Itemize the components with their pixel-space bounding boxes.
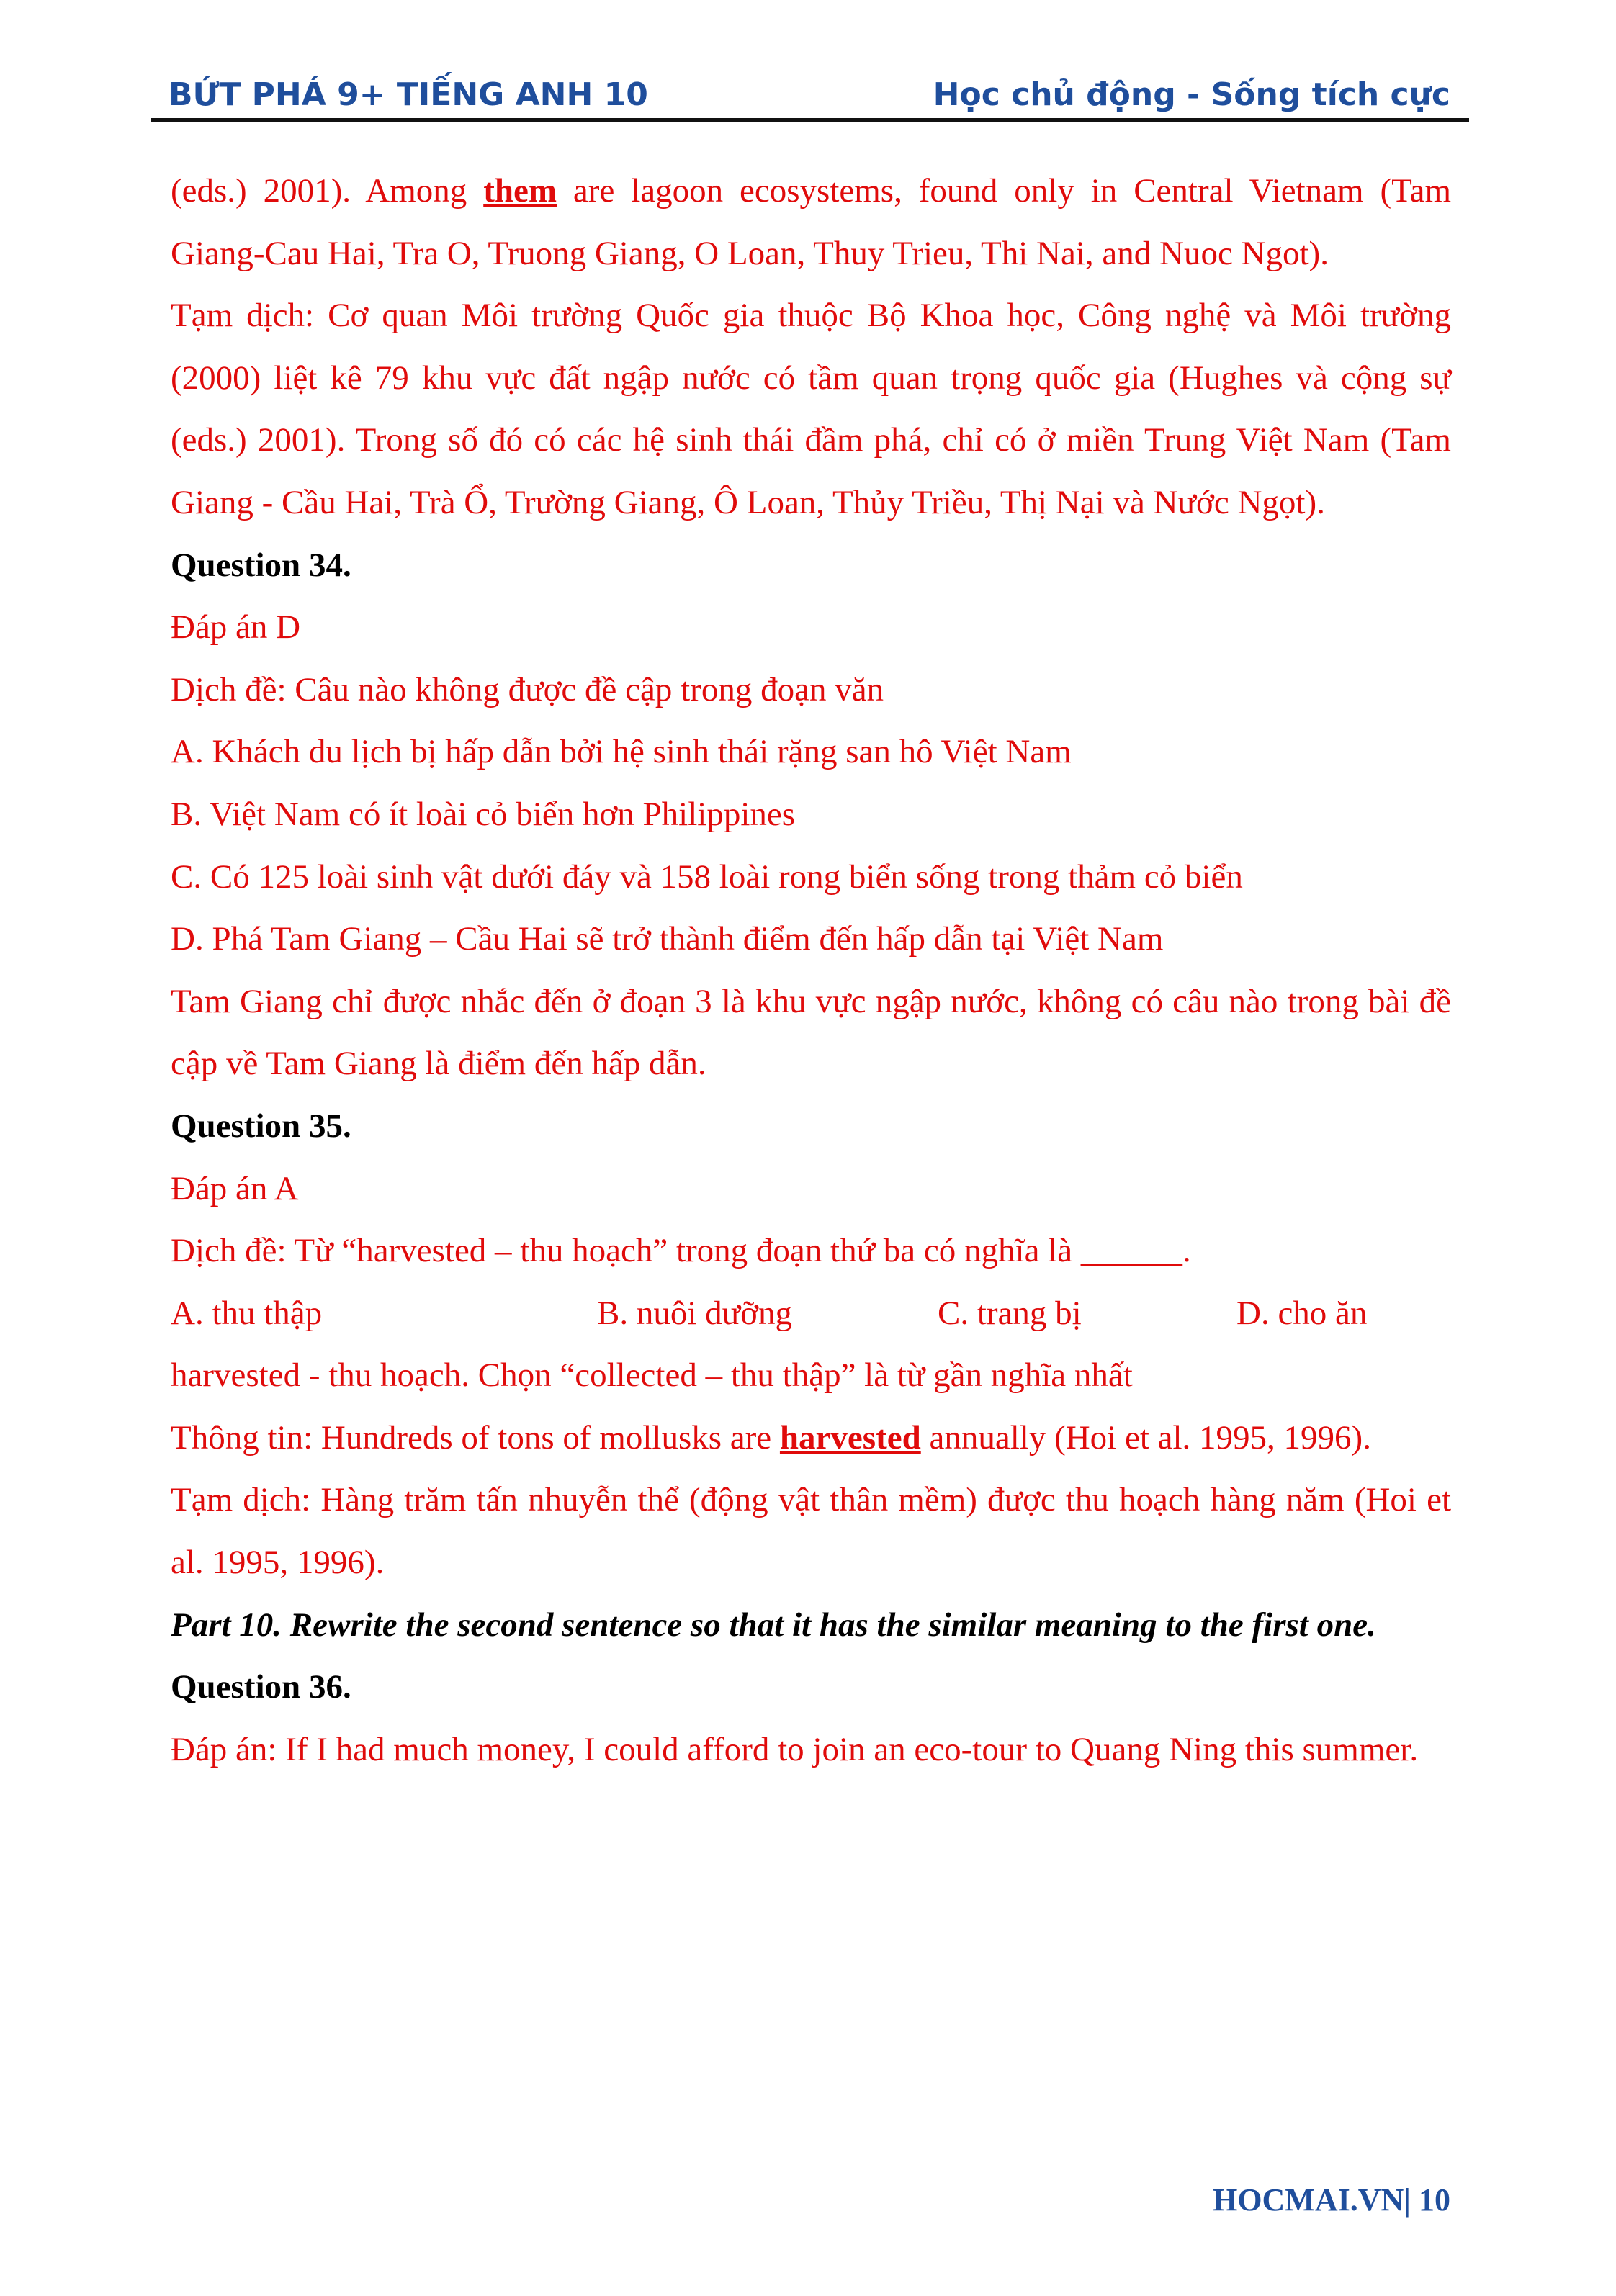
header-divider [151,118,1469,122]
question-35-prompt: Dịch đề: Từ “harvested – thu hoạch” trong đoạn thứ ba có nghĩa là ______. [171,1232,1191,1270]
passage-translation: Tạm dịch: Cơ quan Môi trường Quốc gia thuộc Bộ Khoa học, Công nghệ và Môi trường (2000) liệt kê 79 khu vực đất ngập nước có tầm quan trọng quốc gia (Hughes và cộng sự (eds.) 2001). Trong số đó có các hệ sinh thái đầm phá, chỉ có ở miền Trung Việt Nam (Tam Giang - Cầu Hai, Trà Ổ, Trường Giang, Ô Loan, Thủy Triều, Thị Nại và Nước Ngọt). [171,297,1451,521]
question-35-explanation: harvested - thu hoạch. Chọn “collected – thu thập” là từ gần nghĩa nhất [171,1356,1133,1395]
question-36-answer: Đáp án: If I had much money, I could afford to join an eco-tour to Quang Ning this summer. [171,1730,1419,1768]
question-36-title: Question 36. [171,1668,351,1706]
question-34-option-b: B. Việt Nam có ít loài cỏ biển hơn Philippines [171,795,796,833]
page-number: 10 [1419,2182,1450,2218]
question-35-answer: Đáp án A [171,1169,299,1207]
question-35-option-d: D. cho ăn [1236,1294,1368,1332]
keyword-them: them [483,172,557,210]
page-content [171,160,1451,1780]
question-34-option-d: D. Phá Tam Giang – Cầu Hai sẽ trở thành điểm đến hấp dẫn tại Việt Nam [171,920,1164,958]
question-34-option-a: A. Khách du lịch bị hấp dẫn bởi hệ sinh thái rặng san hô Việt Nam [171,733,1072,771]
footer-separator: | [1404,2182,1419,2218]
keyword-harvested: harvested [779,1418,921,1457]
question-34-option-c: C. Có 125 loài sinh vật dưới đáy và 158 loài rong biển sống trong thảm cỏ biển [171,857,1243,896]
question-35-options [171,1282,1451,1345]
page-header [169,72,1465,120]
footer-site: HOCMAI.VN [1213,2182,1404,2218]
passage-excerpt: (eds.) 2001). Among them are lagoon ecosystems, found only in Central Vietnam (Tam Giang-Cau Hai, Tra O, Truong Giang, O Loan, Thuy Trieu, Thi Nai, and Nuoc Ngot). [171,172,1451,272]
question-35-translation: Tạm dịch: Hàng trăm tấn nhuyễn thể (động vật thân mềm) được thu hoạch hàng năm (Hoi et al. 1995, 1996). [171,1481,1451,1582]
question-34-answer: Đáp án D [171,608,301,647]
header-course-title: BỨT PHÁ 9+ TIẾNG ANH 10 [169,76,648,113]
question-35-option-a: A. thu thập [171,1294,323,1332]
question-34-explanation: Tam Giang chỉ được nhắc đến ở đoạn 3 là khu vực ngập nước, không có câu nào trong bài đề cập về Tam Giang là điểm đến hấp dẫn. [171,982,1451,1083]
header-slogan: Học chủ động - Sống tích cực [933,76,1450,113]
question-35-option-c: C. trang bị [938,1294,1082,1332]
page-footer [1213,2182,1450,2218]
part-10-instruction: Part 10. Rewrite the second sentence so that it has the similar meaning to the first one. [171,1606,1376,1644]
question-34-prompt: Dịch đề: Câu nào không được đề cập trong đoạn văn [171,670,884,708]
question-35-title: Question 35. [171,1107,351,1145]
question-35-option-b: B. nuôi dưỡng [597,1294,792,1332]
question-34-title: Question 34. [171,546,351,584]
question-35-info: Thông tin: Hundreds of tons of mollusks are harvested annually (Hoi et al. 1995, 1996). [171,1418,1371,1457]
